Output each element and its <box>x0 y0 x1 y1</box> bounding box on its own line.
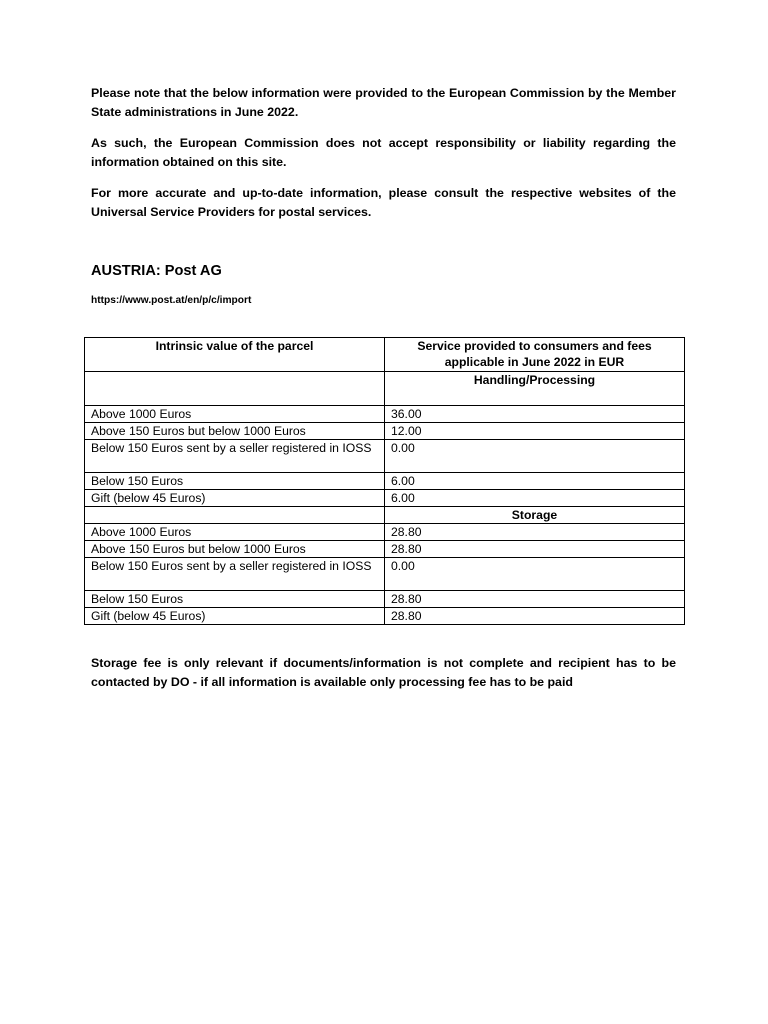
table-row <box>85 423 685 440</box>
table-row <box>85 541 685 558</box>
section-header-row <box>85 372 685 406</box>
table-row <box>85 591 685 608</box>
row-value: 36.00 <box>385 406 685 423</box>
row-value: 12.00 <box>385 423 685 440</box>
table-row <box>85 608 685 625</box>
fees-table <box>84 337 685 625</box>
row-label: Below 150 Euros sent by a seller registered in IOSS <box>85 440 385 473</box>
column-header-value: Intrinsic value of the parcel <box>85 338 385 372</box>
row-value: 28.80 <box>385 541 685 558</box>
row-value: 6.00 <box>385 490 685 507</box>
row-value: 28.80 <box>385 608 685 625</box>
row-value: 28.80 <box>385 524 685 541</box>
row-label: Above 1000 Euros <box>85 406 385 423</box>
row-value: 0.00 <box>385 440 685 473</box>
row-label: Below 150 Euros sent by a seller registered in IOSS <box>85 558 385 591</box>
table-row <box>85 473 685 490</box>
row-label: Above 1000 Euros <box>85 524 385 541</box>
section-label-storage: Storage <box>385 507 685 524</box>
storage-fee-note: Storage fee is only relevant if documents/information is not complete and recipient has to be contacted by DO - if all information is available only processing fee has to be paid <box>91 656 676 689</box>
provider-url: https://www.post.at/en/p/c/import <box>91 295 252 306</box>
row-label: Above 150 Euros but below 1000 Euros <box>85 541 385 558</box>
table-row <box>85 524 685 541</box>
country-heading: AUSTRIA: Post AG <box>91 263 222 279</box>
row-value: 0.00 <box>385 558 685 591</box>
row-value: 28.80 <box>385 591 685 608</box>
row-label: Gift (below 45 Euros) <box>85 608 385 625</box>
empty-cell <box>85 507 385 524</box>
disclaimer-paragraph-1: Please note that the below information were provided to the European Commission by the Member State administrations in June 2022. <box>91 86 676 119</box>
row-label: Below 150 Euros <box>85 473 385 490</box>
table-header-row <box>85 338 685 372</box>
row-label: Below 150 Euros <box>85 591 385 608</box>
table-row <box>85 558 685 591</box>
row-value: 6.00 <box>385 473 685 490</box>
section-header-row <box>85 507 685 524</box>
table-row <box>85 440 685 473</box>
column-header-service: Service provided to consumers and fees applicable in June 2022 in EUR <box>385 338 685 372</box>
disclaimer-paragraph-3: For more accurate and up-to-date information, please consult the respective websites of the Universal Service Providers for postal services. <box>91 186 676 219</box>
section-label-handling: Handling/Processing <box>385 372 685 406</box>
table-row <box>85 490 685 507</box>
empty-cell <box>85 372 385 406</box>
table-row <box>85 406 685 423</box>
intro-section <box>91 84 676 308</box>
row-label: Gift (below 45 Euros) <box>85 490 385 507</box>
row-label: Above 150 Euros but below 1000 Euros <box>85 423 385 440</box>
disclaimer-paragraph-2: As such, the European Commission does not accept responsibility or liability regarding the information obtained on this site. <box>91 136 676 169</box>
